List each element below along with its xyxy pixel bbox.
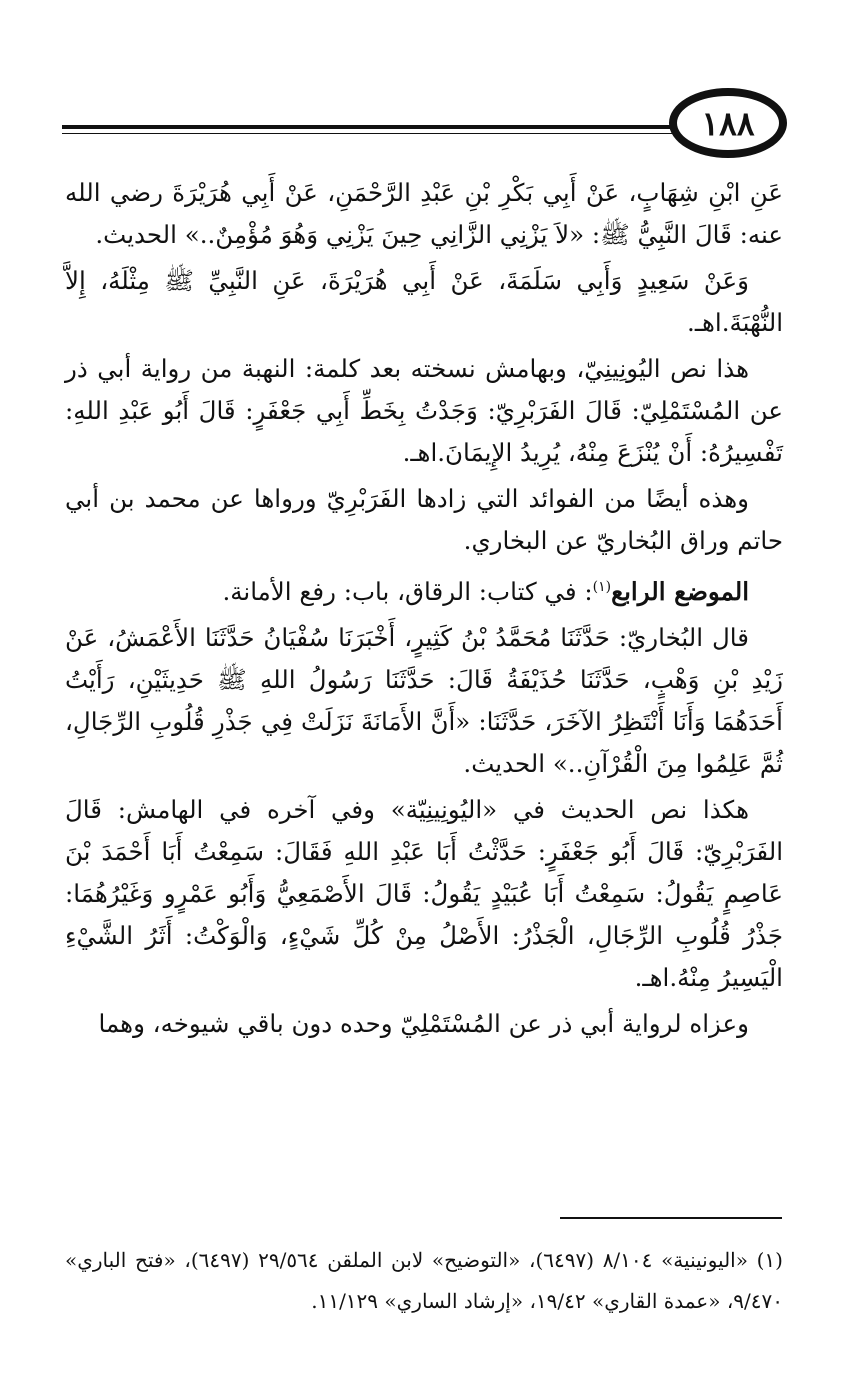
footnote-marker: (١) xyxy=(592,579,612,595)
paragraph-2: وَعَنْ سَعِيدٍ وَأَبِي سَلَمَةَ، عَنْ أَبِي هُرَيْرَةَ، عَنِ النَّبِيِّ ﷺ مِثْلَهُ، إِلاَّ النُّهْبَةَ.اهـ. xyxy=(65,266,783,337)
paragraph-6: قال البُخاريّ: حَدَّثَنَا مُحَمَّدُ بْنُ كَثِيرٍ، أَخْبَرَنَا سُفْيَانُ حَدَّثَنَا الأَعْمَشُ، عَنْ زَيْدِ بْنِ وَهْبٍ، حَدَّثَنَا حُذَيْفَةُ قَالَ: حَدَّثَنَا رَسُولُ اللهِ ﷺ حَدِيثَيْنِ، رَأَيْتُ أَحَدَهُمَا وَأَنَا أَنْتَظِرُ الآخَرَ، حَدَّثَنَا: «أَنَّ الأَمَانَةَ نَزَلَتْ فِي جَذْرِ قُلُوبِ الرِّجَالِ، ثُمَّ عَلِمُوا مِنَ الْقُرْآنِ..» الحديث. xyxy=(65,623,783,779)
section-heading-rest: : في كتاب: الرقاق، باب: رفع الأمانة. xyxy=(222,577,593,607)
footnotes xyxy=(65,1240,783,1322)
body-text xyxy=(65,172,783,1049)
footnote-1: (١) «اليونينية» ٨/١٠٤ (٦٤٩٧)، «التوضيح» لابن الملقن ٢٩/٥٦٤ (٦٤٩٧)، «فتح الباري» ٩/٤٧٠، «عمدة القاري» ١٩/٤٢، «إرشاد الساري» ١١/١٢٩. xyxy=(65,1248,783,1313)
page-number: ١٨٨ xyxy=(669,88,787,158)
paragraph-5 xyxy=(65,566,783,613)
page-header xyxy=(62,88,782,168)
paragraph-7: هكذا نص الحديث في «اليُونِينِيّة» وفي آخره في الهامش: قَالَ الفَرَبْرِيّ: قَالَ أَبُو جَعْفَرٍ: حَدَّثْتُ أَبَا عَبْدِ اللهِ فَقَالَ: سَمِعْتُ أَبَا أَحْمَدَ بْنَ عَاصِمٍ يَقُولُ: سَمِعْتُ أَبَا عُبَيْدٍ يَقُولُ: قَالَ الأَصْمَعِيُّ وَأَبُو عَمْرٍو وَغَيْرُهُمَا: جَذْرُ قُلُوبِ الرِّجَالِ، الْجَذْرُ: الأَصْلُ مِنْ كُلِّ شَيْءٍ، وَالْوَكْتُ: أَثَرُ الشَّيْءِ الْيَسِيرُ مِنْهُ.اهـ. xyxy=(65,795,783,993)
section-heading: الموضع الرابع xyxy=(611,577,749,607)
paragraph-3: هذا نص اليُونِينِيّ، وبهامش نسخته بعد كلمة: النهبة من رواية أبي ذر عن المُسْتَمْلِيّ: قَالَ الفَرَبْرِيّ: وَجَدْتُ بِخَطِّ أَبِي جَعْفَرٍ: قَالَ أَبُو عَبْدِ اللهِ: تَفْسِيرُهُ: أَنْ يُنْزَعَ مِنْهُ، يُرِيدُ الإِيمَانَ.اهـ. xyxy=(65,354,783,467)
paragraph-4: وهذه أيضًا من الفوائد التي زادها الفَرَبْرِيّ ورواها عن محمد بن أبي حاتم وراق البُخاريّ عن البخاري. xyxy=(65,484,783,555)
footnote-separator xyxy=(560,1217,782,1219)
paragraph-8: وعزاه لرواية أبي ذر عن المُسْتَمْلِيّ وحده دون باقي شيوخه، وهما xyxy=(98,1009,749,1039)
paragraph-1: عَنِ ابْنِ شِهَابٍ، عَنْ أَبِي بَكْرِ بْنِ عَبْدِ الرَّحْمَنِ، عَنْ أَبِي هُرَيْرَةَ رضي الله عنه: قَالَ النَّبِيُّ ﷺ: «لاَ يَزْنِي الزَّانِي حِينَ يَزْنِي وَهُوَ مُؤْمِنٌ..» الحديث. xyxy=(65,178,783,249)
